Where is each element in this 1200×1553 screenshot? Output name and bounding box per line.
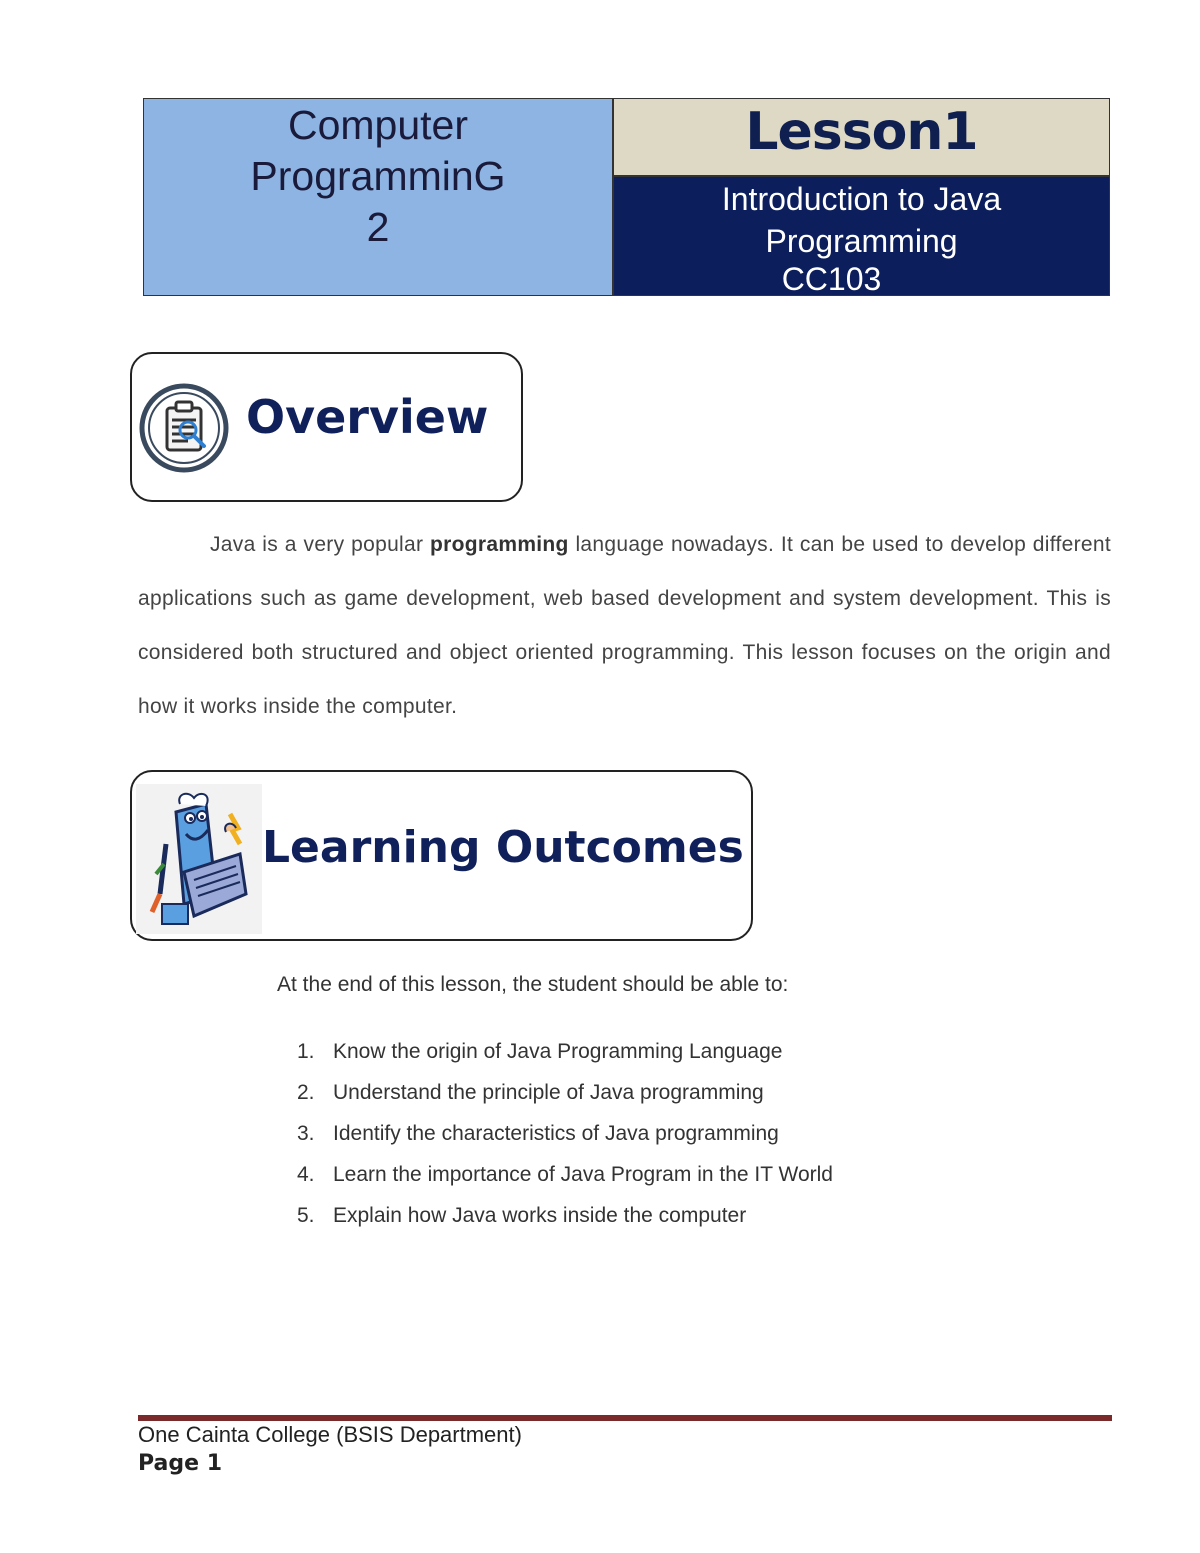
overview-text-part2: language nowadays. It can be used to develop different applications such as game development, web based development and system development. This is considered both structured and object oriented programming. This lesson focuses on the origin and how it works inside the computer. [138, 533, 1111, 718]
learning-outcomes-heading: Learning Outcomes [262, 822, 744, 873]
overview-text-part1: Java is a very popular [210, 533, 431, 556]
list-item [297, 1159, 833, 1200]
lesson-title-cell [613, 176, 1110, 296]
overview-paragraph [138, 518, 1111, 734]
lesson-label: Lesson1 [745, 102, 978, 162]
overview-text-bold: programming [430, 533, 569, 556]
list-item [297, 1118, 833, 1159]
outcomes-list [297, 1036, 833, 1241]
list-item-text: Learn the importance of Java Program in the IT World [333, 1163, 833, 1186]
learning-outcomes-section-box [130, 770, 753, 941]
list-item [297, 1077, 833, 1118]
cartoon-computer-icon [136, 784, 262, 934]
footer-organization: One Cainta College (BSIS Department) [138, 1422, 522, 1447]
list-item [297, 1200, 833, 1241]
outcomes-intro: At the end of this lesson, the student should be able to: [277, 973, 789, 996]
list-item-text: Identify the characteristics of Java programming [333, 1122, 779, 1145]
course-title-cell [143, 98, 613, 296]
course-code: CC103 [781, 261, 882, 297]
list-item-text: Explain how Java works inside the computer [333, 1204, 747, 1227]
lesson-label-cell [613, 98, 1110, 176]
list-item-number: 4. [297, 1163, 315, 1186]
overview-heading: Overview [246, 390, 489, 444]
lesson-title-line2: Programming [765, 223, 958, 259]
list-item-number: 3. [297, 1122, 315, 1145]
list-item-number: 1. [297, 1040, 315, 1063]
course-title-line2: ProgramminG [250, 153, 506, 199]
overview-section-box [130, 352, 523, 502]
list-item-number: 2. [297, 1081, 315, 1104]
list-item-number: 5. [297, 1204, 315, 1227]
clipboard-magnifier-icon [138, 382, 230, 474]
list-item-text: Know the origin of Java Programming Language [333, 1040, 783, 1063]
list-item-text: Understand the principle of Java programming [333, 1081, 764, 1104]
list-item [297, 1036, 833, 1077]
course-title-line1: Computer [287, 102, 468, 148]
footer-rule [138, 1415, 1112, 1421]
footer-page-number: Page 1 [138, 1451, 223, 1476]
course-title-line3: 2 [366, 204, 390, 250]
lesson-title-line1: Introduction to Java [721, 181, 1002, 217]
